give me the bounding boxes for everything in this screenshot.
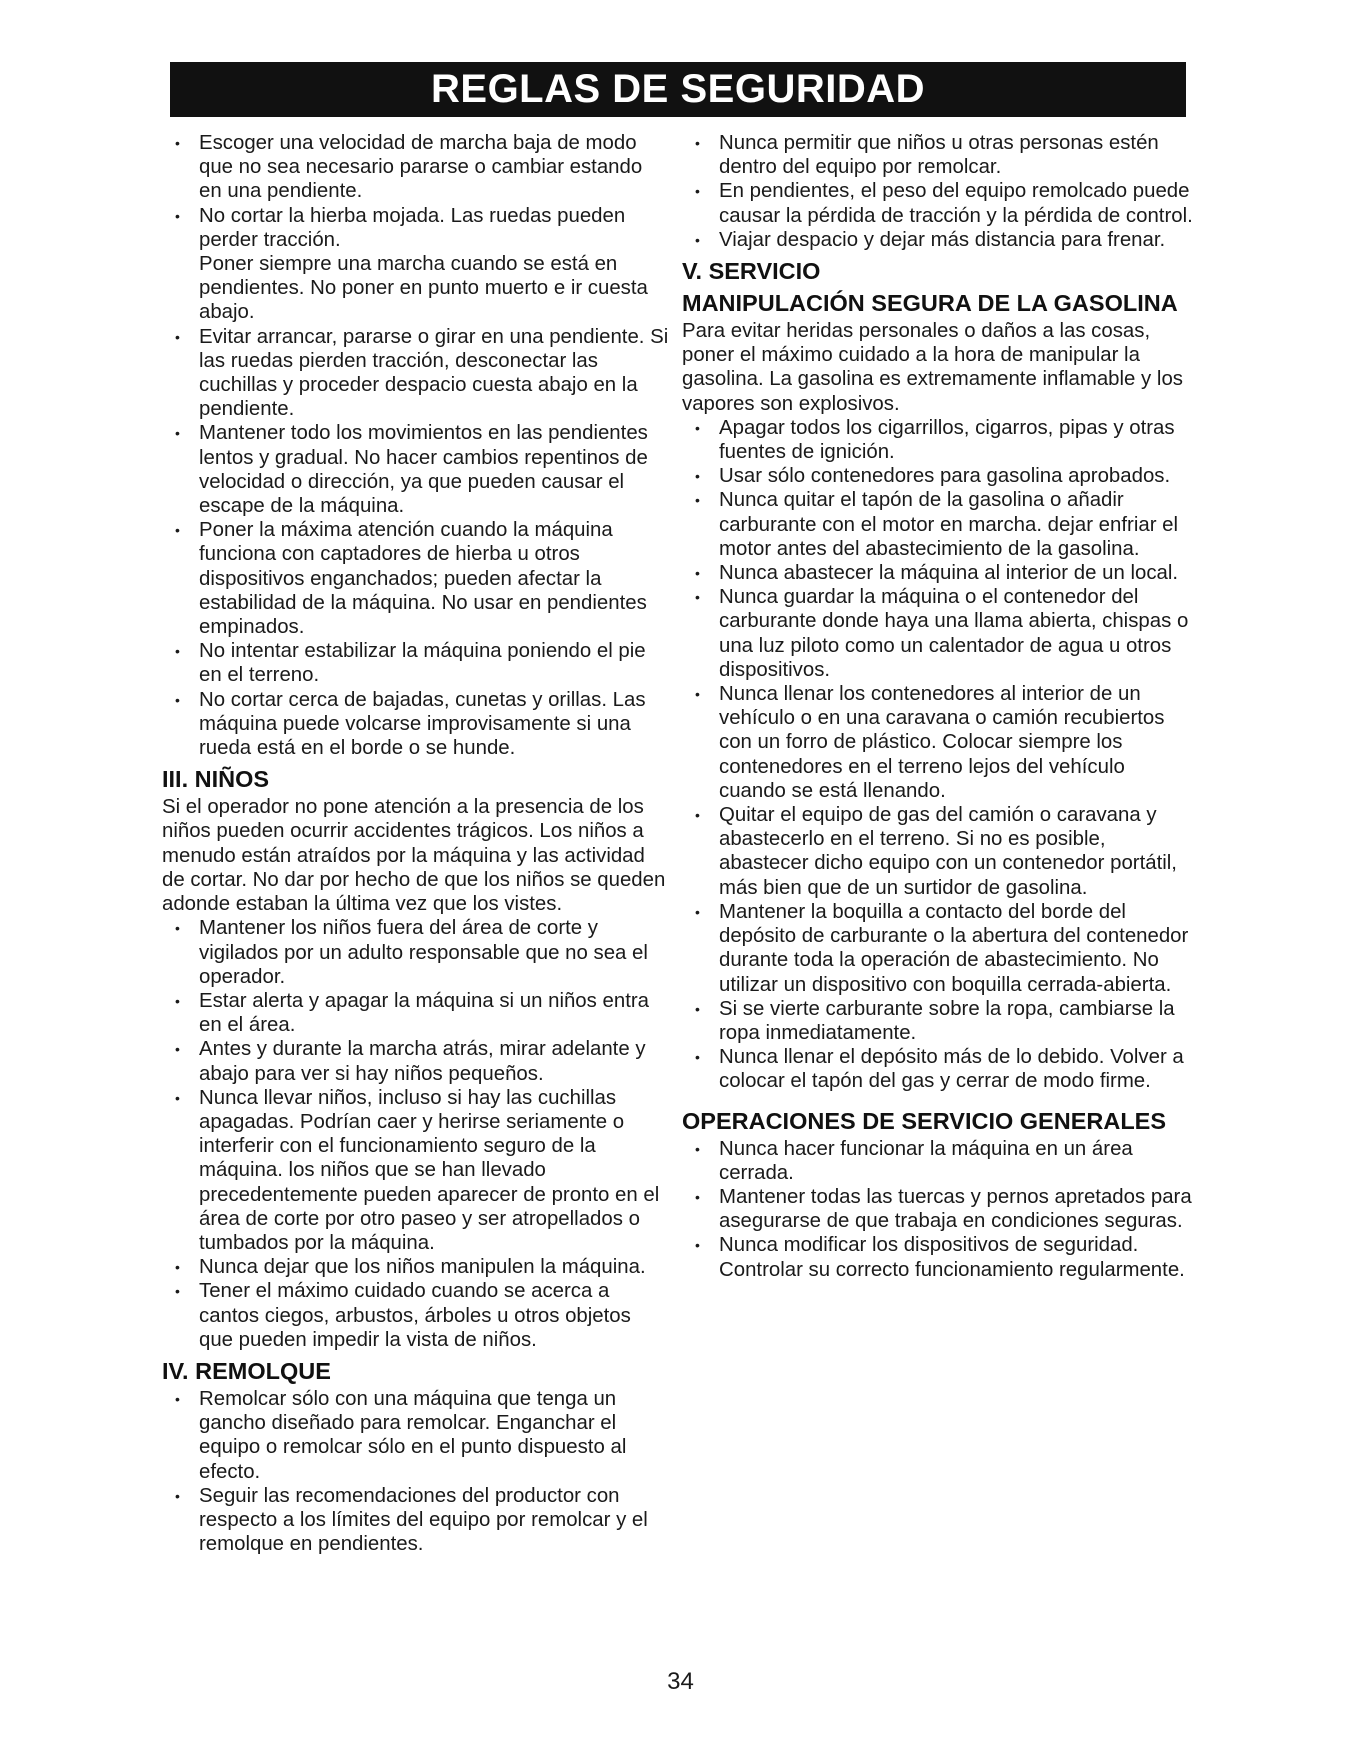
list-item: • Nunca dejar que los niños manipulen la máquina. — [162, 1255, 670, 1279]
page-number: 34 — [667, 1668, 694, 1695]
right-column — [682, 131, 1194, 1282]
list-item: • Viajar despacio y dejar más distancia para frenar. — [682, 228, 1194, 252]
list-item: • Nunca hacer funcionar la máquina en un área cerrada. — [682, 1137, 1194, 1185]
list-item: • Tener el máximo cuidado cuando se acerca a cantos ciegos, arbustos, árboles u otros objetos que pueden impedir la vista de niños. — [162, 1279, 670, 1352]
section-heading-operaciones: OPERACIONES DE SERVICIO GENERALES — [682, 1107, 1167, 1134]
list-item: • No cortar la hierba mojada. Las ruedas pueden perder tracción. — [162, 204, 670, 252]
list-item: • Mantener todo los movimientos en las pendientes lentos y gradual. No hacer cambios repentinos de velocidad o dirección, ya que pueden causar el escape de la máquina. — [162, 421, 670, 518]
list-item: • Nunca abastecer la máquina al interior de un local. — [682, 561, 1194, 585]
list-item: • Apagar todos los cigarrillos, cigarros, pipas y otras fuentes de ignición. — [682, 416, 1194, 464]
list-item: • Mantener los niños fuera del área de corte y vigilados por un adulto responsable que no sea el operador. — [162, 916, 670, 989]
section-heading-gasolina: MANIPULACIÓN SEGURA DE LA GASOLINA — [682, 290, 1178, 317]
section-intro: Si el operador no pone atención a la presencia de los niños pueden ocurrir accidentes trágicos. Los niños a menudo están atraídos por la máquina y las actividad de cortar. No dar por hecho de que los niños se queden adonde estaban la última vez que los vistes. — [162, 796, 666, 916]
section-heading-remolque: IV. REMOLQUE — [162, 1357, 331, 1384]
list-item: • Nunca llenar el depósito más de lo debido. Volver a colocar el tapón del gas y cerrar de modo firme. — [682, 1045, 1194, 1093]
list-item: • En pendientes, el peso del equipo remolcado puede causar la pérdida de tracción y la pérdida de control. — [682, 179, 1194, 227]
list-item: • Nunca quitar el tapón de la gasolina o añadir carburante con el motor en marcha. dejar enfriar el motor antes del abastecimiento de la gasolina. — [682, 488, 1194, 561]
list-item: • Nunca modificar los dispositivos de seguridad. Controlar su correcto funcionamiento regularmente. — [682, 1233, 1194, 1281]
section-heading-ninos: III. NIÑOS — [162, 766, 270, 793]
list-item: • Poner la máxima atención cuando la máquina funciona con captadores de hierba u otros dispositivos enganchados; pueden afectar la estabilidad de la máquina. No usar en pendientes empinados. — [162, 518, 670, 639]
page-title: REGLAS DE SEGURIDAD — [170, 62, 1186, 117]
list-item: • Remolcar sólo con una máquina que tenga un gancho diseñado para remolcar. Enganchar el equipo o remolcar sólo en el punto dispuesto al efecto. — [162, 1387, 670, 1484]
list-item: • Quitar el equipo de gas del camión o caravana y abastecerlo en el terreno. Si no es posible, abastecer dicho equipo con un contenedor portátil, más bien que de un surtidor de gasolina. — [682, 803, 1194, 900]
left-column — [162, 131, 670, 1556]
list-item: • Mantener todas las tuercas y pernos apretados para asegurarse de que trabaja en condiciones seguras. — [682, 1185, 1194, 1233]
list-item: • Nunca llevar niños, incluso si hay las cuchillas apagadas. Podrían caer y herirse seriamente o interferir con el funcionamiento seguro de la máquina. los niños que se han llevado precedentemente pueden aparecer de pronto en el área de corte por otro paseo y ser atropellados o tumbados por la máquina. — [162, 1086, 670, 1255]
list-item: • Si se vierte carburante sobre la ropa, cambiarse la ropa inmediatamente. — [682, 997, 1194, 1045]
list-item: • Estar alerta y apagar la máquina si un niños entra en el área. — [162, 989, 670, 1037]
list-item: • Nunca llenar los contenedores al interior de un vehículo o en una caravana o camión recubiertos con un forro de plástico. Colocar siempre los contenedores en el terreno lejos del vehículo cuando se está llenando. — [682, 682, 1194, 803]
list-item: • Escoger una velocidad de marcha baja de modo que no sea necesario pararse o cambiar estando en una pendiente. — [162, 131, 670, 204]
list-item: • No cortar cerca de bajadas, cunetas y orillas. Las máquina puede volcarse improvisamente si una rueda está en el borde o se hunde. — [162, 688, 670, 761]
list-item-continuation: Poner siempre una marcha cuando se está en pendientes. No poner en punto muerto e ir cuesta abajo. — [199, 253, 648, 324]
list-item: • Antes y durante la marcha atrás, mirar adelante y abajo para ver si hay niños pequeños. — [162, 1037, 670, 1085]
list-item: • Mantener la boquilla a contacto del borde del depósito de carburante o la abertura del contenedor durante toda la operación de abastecimiento. No utilizar un dispositivo con boquilla cerrada-abierta. — [682, 900, 1194, 997]
list-item: • Usar sólo contenedores para gasolina aprobados. — [682, 464, 1194, 488]
list-item: • Seguir las recomendaciones del productor con respecto a los límites del equipo por remolcar y el remolque en pendientes. — [162, 1484, 670, 1557]
list-item: • No intentar estabilizar la máquina poniendo el pie en el terreno. — [162, 639, 670, 687]
list-item: • Nunca guardar la máquina o el contenedor del carburante donde haya una llama abierta, chispas o una luz piloto como un calentador de agua u otros dispositivos. — [682, 585, 1194, 682]
list-item: • Evitar arrancar, pararse o girar en una pendiente. Si las ruedas pierden tracción, desconectar las cuchillas y proceder despacio cuesta abajo en la pendiente. — [162, 325, 670, 422]
section-intro: Para evitar heridas personales o daños a las cosas, poner el máximo cuidado a la hora de manipular la gasolina. La gasolina es extremamente inflamable y los vapores son explosivos. — [682, 320, 1183, 415]
list-item: • Nunca permitir que niños u otras personas estén dentro del equipo por remolcar. — [682, 131, 1194, 179]
section-heading-servicio: V. SERVICIO — [682, 258, 821, 285]
